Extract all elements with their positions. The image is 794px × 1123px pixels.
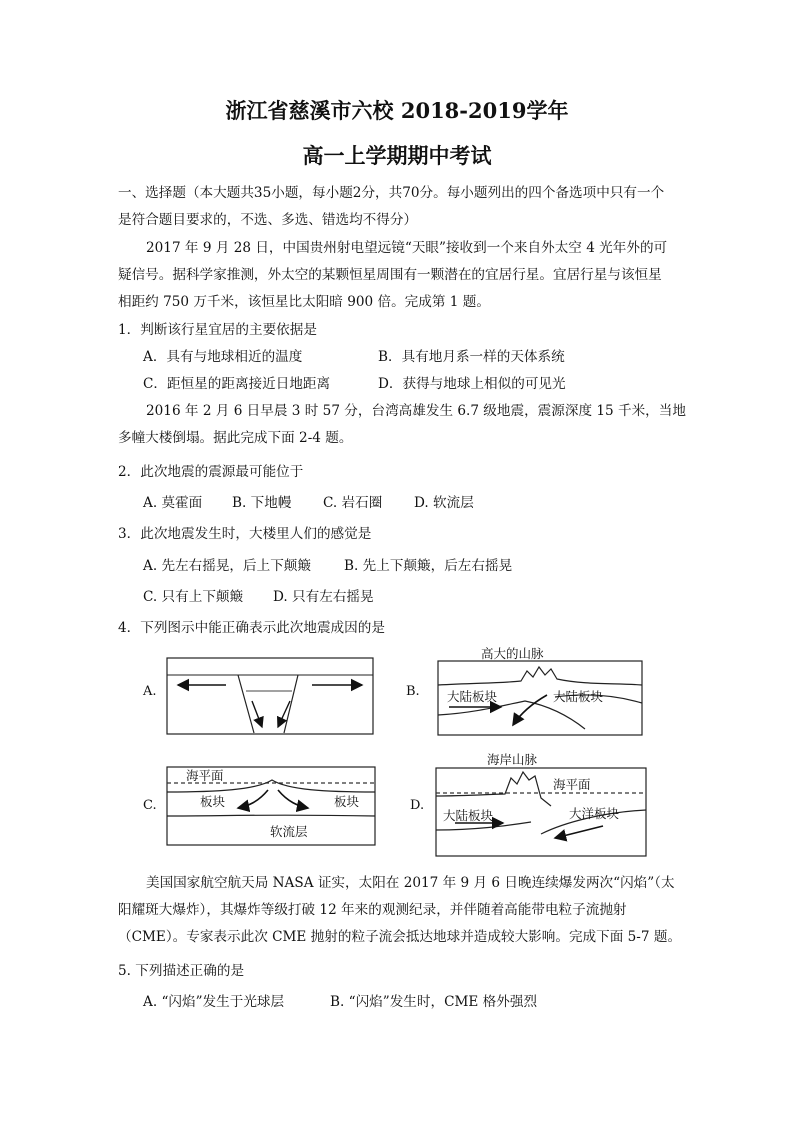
passage2-line1: 2016 年 2 月 6 日早晨 3 时 57 分，台湾高雄发生 6.7 级地震，震源深度 15 千米，当地	[146, 403, 686, 419]
q3-option-b[interactable]: B. 先上下颠簸，后左右摇晃	[344, 558, 513, 574]
q2-stem: 2．此次地震的震源最可能位于	[118, 464, 304, 480]
figure-a-rift-diagram	[166, 657, 374, 735]
passage2-line2: 多幢大楼倒塌。据此完成下面 2-4 题。	[118, 430, 353, 446]
passage1-line2: 疑信号。据科学家推测，外太空的某颗恒星周围有一颗潜在的宜居行星。宜居行星与该恒星	[118, 267, 662, 283]
q4-label-c[interactable]: C.	[143, 798, 157, 813]
q2-option-b[interactable]: B. 下地幔	[232, 495, 292, 511]
q1-option-b[interactable]: B．具有地月系一样的天体系统	[378, 349, 565, 365]
passage1-line1: 2017 年 9 月 28 日，中国贵州射电望远镜“天眼”接收到一个来自外太空 4 光年外的可	[146, 240, 668, 256]
section-heading-line2: 是符合题目要求的，不选、多选、错选均不得分）	[118, 212, 418, 228]
q3-option-a[interactable]: A. 先左右摇晃，后上下颠簸	[143, 558, 311, 574]
figure-d-mountain-label: 海岸山脉	[487, 752, 538, 767]
q2-option-d[interactable]: D. 软流层	[414, 495, 474, 511]
q2-option-a[interactable]: A. 莫霍面	[143, 495, 203, 511]
q3-option-d[interactable]: D. 只有左右摇晃	[273, 589, 374, 605]
figure-b-collision-diagram	[435, 643, 645, 739]
paper-title: 浙江省慈溪市六校 2018-2019学年	[225, 98, 569, 123]
q2-option-c[interactable]: C. 岩石圈	[323, 495, 383, 511]
figure-b-left-plate-label: 大陆板块	[447, 689, 498, 704]
q1-option-d[interactable]: D．获得与地球上相似的可见光	[378, 376, 566, 392]
q5-stem: 5. 下列描述正确的是	[118, 963, 245, 979]
q3-option-c[interactable]: C. 只有上下颠簸	[143, 589, 244, 605]
q1-stem: 1．判断该行星宜居的主要依据是	[118, 322, 317, 338]
figure-d-subduction-diagram	[435, 750, 647, 860]
passage3-line2: 阳耀斑大爆炸），其爆炸等级打破 12 年来的观测纪录，并伴随着高能带电粒子流抛射	[118, 902, 627, 918]
q5-option-a[interactable]: A. “闪焰”发生于光球层	[143, 994, 285, 1010]
figure-d-sea-level-label: 海平面	[553, 777, 591, 792]
passage3-line3: （CME）。专家表示此次 CME 抛射的粒子流会抵达地球并造成较大影响。完成下面 5-7 题。	[118, 929, 682, 945]
figure-c-sea-level-label: 海平面	[186, 768, 224, 783]
q4-label-a[interactable]: A.	[143, 684, 157, 699]
q4-label-b[interactable]: B.	[406, 684, 420, 699]
section-heading-line1: 一、选择题（本大题共35小题，每小题2分，共70分。每小题列出的四个备选项中只有一个	[118, 185, 665, 201]
figure-c-right-plate-label: 板块	[334, 794, 360, 809]
q5-option-b[interactable]: B. “闪焰”发生时，CME 格外强烈	[330, 994, 538, 1010]
passage3-line1: 美国国家航空航天局 NASA 证实，太阳在 2017 年 9 月 6 日晚连续爆发两次“闪焰”（太	[146, 875, 675, 891]
figure-c-left-plate-label: 板块	[200, 794, 226, 809]
figure-b-mountain-label: 高大的山脉	[481, 646, 544, 661]
figure-d-left-plate-label: 大陆板块	[443, 808, 494, 823]
paper-subtitle: 高一上学期期中考试	[302, 143, 492, 168]
figure-c-asthenosphere-label: 软流层	[270, 824, 308, 839]
figure-c-ridge-diagram	[166, 766, 376, 846]
q3-stem: 3．此次地震发生时，大楼里人们的感觉是	[118, 526, 372, 542]
figure-d-right-plate-label: 大洋板块	[569, 806, 620, 821]
passage1-line3: 相距约 750 万千米，该恒星比太阳暗 900 倍。完成第 1 题。	[118, 294, 490, 310]
q1-option-c[interactable]: C．距恒星的距离接近日地距离	[143, 376, 331, 392]
q4-label-d[interactable]: D.	[410, 798, 425, 813]
figure-b-right-plate-label: 大陆板块	[553, 689, 604, 704]
q1-option-a[interactable]: A．具有与地球相近的温度	[143, 349, 303, 365]
q4-stem: 4．下列图示中能正确表示此次地震成因的是	[118, 620, 385, 636]
